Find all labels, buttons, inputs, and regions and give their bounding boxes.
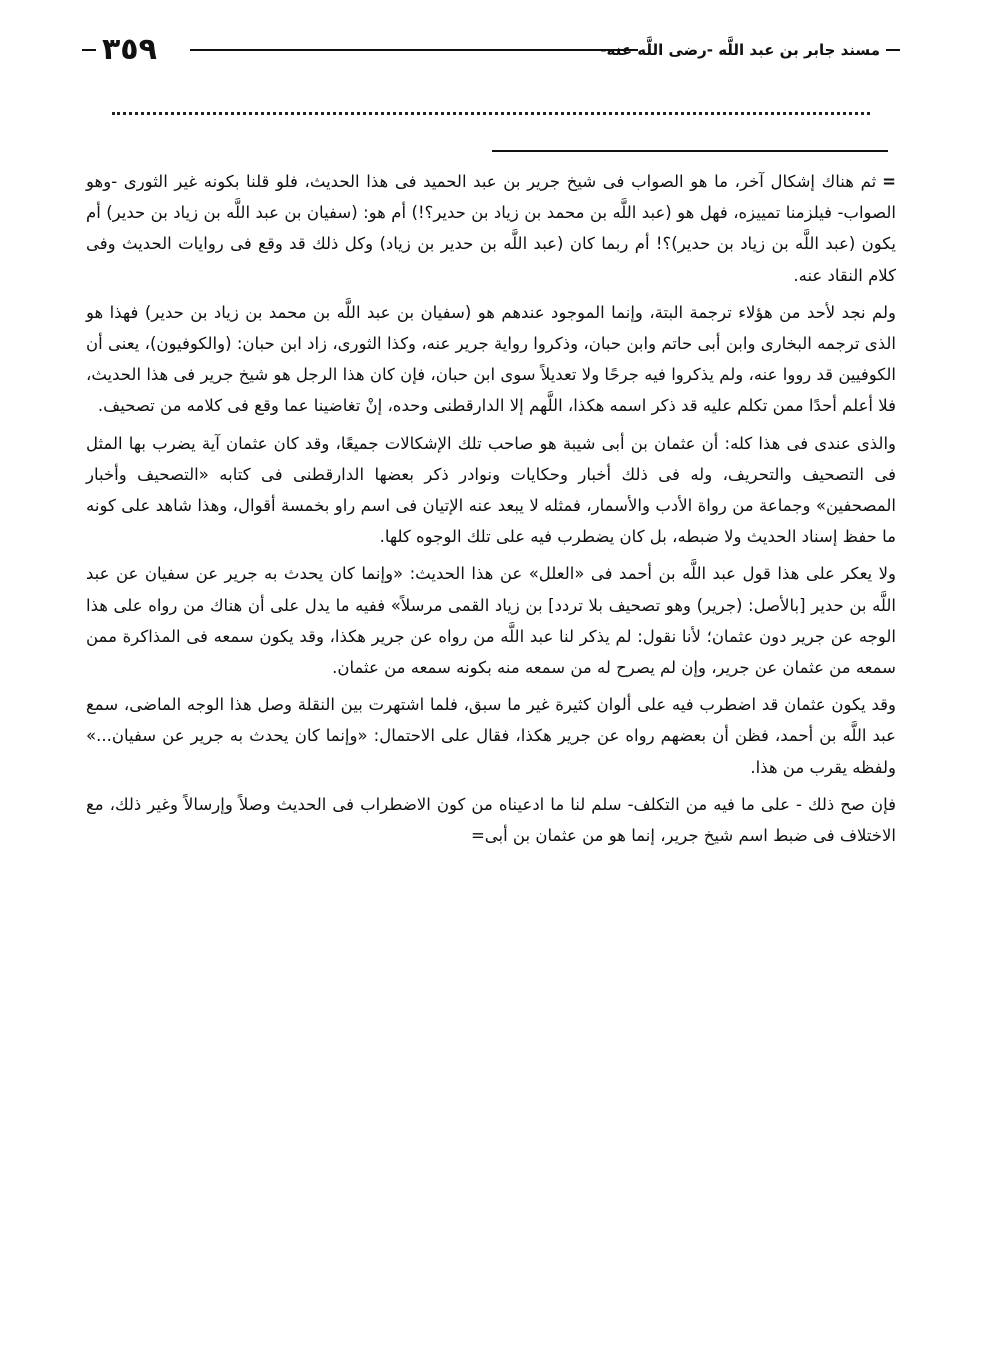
paragraph-text: ثم هناك إشكال آخر، ما هو الصواب فى شيخ جرير بن عبد الحميد فى هذا الحديث، فلو قلنا بكونه غير الثورى -وهو الصواب- فيلزمنا تمييزه، فهل هو (عبد اللَّه بن محمد بن زياد بن حدير؟!) أم هو: (سفيان بن عبد اللَّه بن زياد بن حدير) أم يكون (عبد اللَّه بن زياد بن حدير)؟! أم ربما كان (عبد اللَّه بن حدير بن زياد) وكل ذلك قد وقع فى روايات الحديث وفى كلام النقاد عنه.: [86, 172, 896, 285]
page-number: ٣٥٩: [102, 32, 157, 67]
footnote-paragraph: فإن صح ذلك - على ما فيه من التكلف- سلم لنا ما ادعيناه من كون الاضطراب فى الحديث وصلاً وإرسالاً وغير ذلك، مع الاختلاف فى ضبط اسم شيخ جرير، إنما هو من عثمان بن أبى=: [86, 794, 896, 846]
footnote-paragraph: والذى عندى فى هذا كله: أن عثمان بن أبى شيبة هو صاحب تلك الإشكالات جميعًا، وقد كان عثمان آية يضرب بها المثل فى التصحيف والتحريف، وله فى ذلك أخبار وحكايات ونوادر ذكر بعضها الدارقطنى فى كتابه «التصحيف وأخبار المصحفين» وجماعة من رواة الأدب والأسمار، فمثله لا يبعد عنه الإتيان فى اسم راو بخمسة أقوال، وهذا شاهد على كونه ما حفظ إسناد الحديث ولا ضبطه، بل كان يضطرب فيه على تلك الوجوه كلها.: [86, 433, 896, 547]
footnote-paragraph: [86, 166, 896, 291]
footnote-rule: [492, 150, 888, 152]
footnote-body: [86, 166, 896, 857]
footnote-paragraph: وقد يكون عثمان قد اضطرب فيه على ألوان كثيرة غير ما سبق، فلما اشتهرت بين النقلة وصل هذا الوجه الماضى، سمع عبد اللَّه بن أحمد، فظن أن بعضهم رواه عن جرير هكذا، فقال على الاحتمال: «وإنما كان يحدث به جرير عن سفيان...» ولفظه يقرب من هذا.: [86, 695, 896, 777]
running-header: [82, 30, 900, 70]
footnote-paragraph: ولم نجد لأحد من هؤلاء ترجمة البتة، وإنما الموجود عندهم هو (سفيان بن عبد اللَّه بن محمد بن زياد بن حدير) فهذا هو الذى ترجمه البخارى وابن أبى حاتم وابن حبان، وذكروا رواية جرير عنه، وكذا الثورى، زاد ابن حبان: (والكوفيون)، يعنى أن الكوفيين قد رووا عنه، ولم يذكروا فيه جرحًا ولا تعديلاً سوى ابن حبان، فإن كان هذا الرجل هو شيخ جرير فى هذا الحديث، فلا أعلم أحدًا ممن تكلم عليه قد ذكر اسمه هكذا، اللَّهم إلا الدارقطنى وحده، إنْ تغاضينا عما وقع فى كلامه من تصحيف.: [86, 302, 896, 416]
footnote-paragraph: ولا يعكر على هذا قول عبد اللَّه بن أحمد فى «العلل» عن هذا الحديث: «وإنما كان يحدث به جرير عن سفيان عن عبد اللَّه بن حدير [بالأصل: (جرير) وهو تصحيف بلا تردد] بن زياد القمى مرسلاً» ففيه ما يدل على أن هناك من رواه على هذا الوجه عن جرير دون عثمان؛ لأنا نقول: لم يذكر لنا عبد اللَّه من رواه عن جرير هكذا، وقد يكون سمعه فى المذاكرة ممن سمعه من عثمان عن جرير، وإن لم يصرح له من سمعه منه بكونه سمعه من عثمان.: [86, 564, 896, 678]
running-title: مسند جابر بن عبد اللَّه -رضى اللَّه عنه-: [600, 41, 880, 59]
continuation-mark: =: [882, 172, 896, 191]
header-dash: [82, 49, 96, 51]
dotted-separator: [112, 112, 870, 115]
header-dash: [886, 49, 900, 51]
header-rule: [190, 49, 638, 51]
